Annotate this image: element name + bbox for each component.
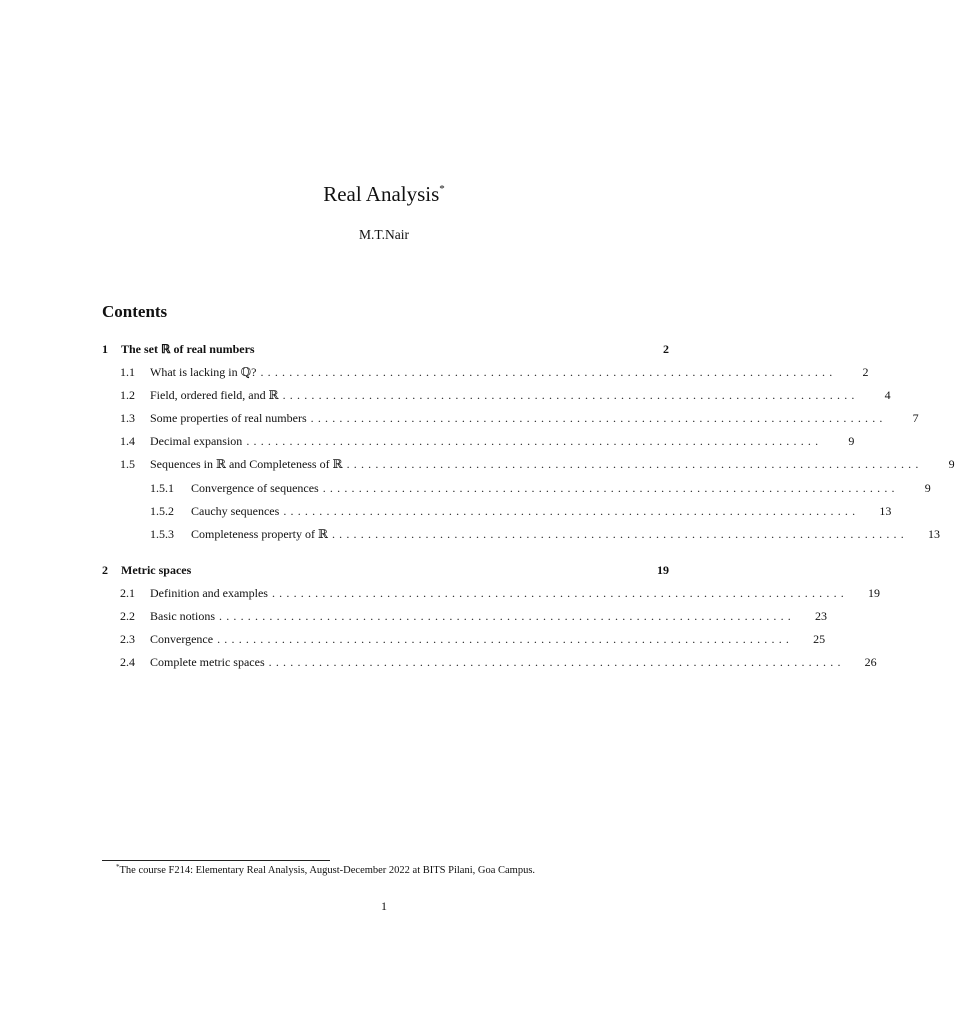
toc-subsection-entry[interactable] (102, 479, 931, 497)
document-title (0, 176, 768, 207)
toc-subsection-entry[interactable] (102, 525, 940, 543)
toc-dot-leader: ................................................................................ (310, 411, 887, 425)
toc-entry-title: The set ℝ of real numbers (121, 342, 255, 356)
toc-entry-number: 1 (102, 342, 108, 356)
toc-entry-page: 19 (657, 563, 669, 577)
toc-entry-number: 1.1 (120, 365, 135, 379)
toc-dot-leader: ................................................................................ (219, 609, 795, 623)
toc-entry-number: 1.3 (120, 411, 135, 425)
toc-entry-title: Convergence of sequences (191, 481, 319, 495)
toc-entry-title: Decimal expansion (150, 434, 243, 448)
toc-entry-number: 1.4 (120, 434, 135, 448)
toc-section-entry[interactable] (102, 363, 869, 381)
author-name: M.T.Nair (359, 227, 409, 242)
toc-entry-page: 7 (912, 411, 919, 425)
toc-dot-leader: ................................................................................ (246, 434, 823, 448)
toc-entry-number: 2.4 (120, 655, 135, 669)
toc-entry-title: Completeness property of ℝ (191, 527, 328, 541)
toc-entry-number: 2.2 (120, 609, 135, 623)
toc-dot-leader: ................................................................................ (260, 365, 837, 379)
toc-entry-number: 1.5 (120, 457, 135, 471)
toc-entry-page: 13 (879, 504, 892, 518)
toc-section-entry[interactable] (102, 584, 880, 602)
toc-dot-leader: ................................................................................ (271, 586, 848, 600)
title-text: Real Analysis (323, 182, 440, 206)
toc-subsection-entry[interactable] (102, 502, 892, 520)
toc-entry-page: 23 (815, 609, 827, 623)
contents-heading: Contents (102, 302, 168, 321)
toc-section-entry[interactable] (102, 409, 919, 427)
toc-entry-page: 19 (867, 586, 880, 600)
toc-entry-page: 4 (884, 388, 891, 402)
toc-dot-leader: ................................................................................ (217, 632, 794, 646)
toc-dot-leader: ................................................................................ (282, 388, 859, 402)
toc-entry-page: 13 (927, 527, 940, 541)
toc-entry-number: 1.5.1 (150, 481, 174, 495)
toc-entry-title: Field, ordered field, and ℝ (150, 388, 279, 402)
toc-entry-title: What is lacking in ℚ? (150, 365, 257, 379)
toc-entry-number: 1.5.3 (150, 527, 174, 541)
page-number: 1 (381, 899, 387, 913)
toc-entry-page: 2 (663, 342, 669, 356)
toc-section-entry[interactable] (102, 386, 891, 404)
toc-dot-leader: ................................................................................ (283, 504, 860, 518)
toc-entry-title: Metric spaces (121, 563, 192, 577)
toc-entry-page: 2 (862, 365, 869, 379)
toc-entry-title: Some properties of real numbers (150, 411, 307, 425)
toc-entry-number: 1.2 (120, 388, 135, 402)
toc-section-entry[interactable] (102, 607, 827, 625)
toc-section-entry[interactable] (102, 630, 826, 648)
toc-entry-title: Complete metric spaces (150, 655, 265, 669)
toc-dot-leader: ................................................................................ (322, 481, 899, 495)
footnote-divider (102, 860, 330, 861)
toc-entry-page: 9 (924, 481, 931, 495)
toc-entry-title: Definition and examples (150, 586, 268, 600)
footnote-text: The course F214: Elementary Real Analysis, August-December 2022 at BITS Pilani, Goa Campus. (119, 865, 536, 876)
toc-dot-leader: ................................................................................ (268, 655, 845, 669)
toc-entry-page: 9 (948, 457, 955, 471)
toc-entry-title: Cauchy sequences (191, 504, 280, 518)
toc-section-entry[interactable] (102, 653, 877, 671)
toc-entry-title: Sequences in ℝ and Completeness of ℝ (150, 457, 343, 471)
toc-entry-number: 2.3 (120, 632, 135, 646)
toc-entry-title: Basic notions (150, 609, 215, 623)
footnote (116, 863, 535, 876)
toc-section-entry[interactable] (102, 432, 855, 450)
toc-entry-page: 26 (864, 655, 877, 669)
toc-entry-page: 25 (813, 632, 826, 646)
toc-entry-number: 2 (102, 563, 108, 577)
toc-entry-number: 2.1 (120, 586, 135, 600)
toc-entry-number: 1.5.2 (150, 504, 174, 518)
toc-dot-leader: ................................................................................ (346, 457, 923, 471)
toc-entry-title: Convergence (150, 632, 214, 646)
toc-entry-page: 9 (848, 434, 855, 448)
toc-dot-leader: ................................................................................ (331, 527, 908, 541)
toc-chapter-entry[interactable] (102, 561, 669, 579)
toc-chapter-entry[interactable] (102, 340, 669, 358)
toc-section-entry[interactable] (102, 455, 955, 473)
footnote-mark: * (116, 863, 120, 871)
title-footnote-mark: * (439, 183, 445, 195)
